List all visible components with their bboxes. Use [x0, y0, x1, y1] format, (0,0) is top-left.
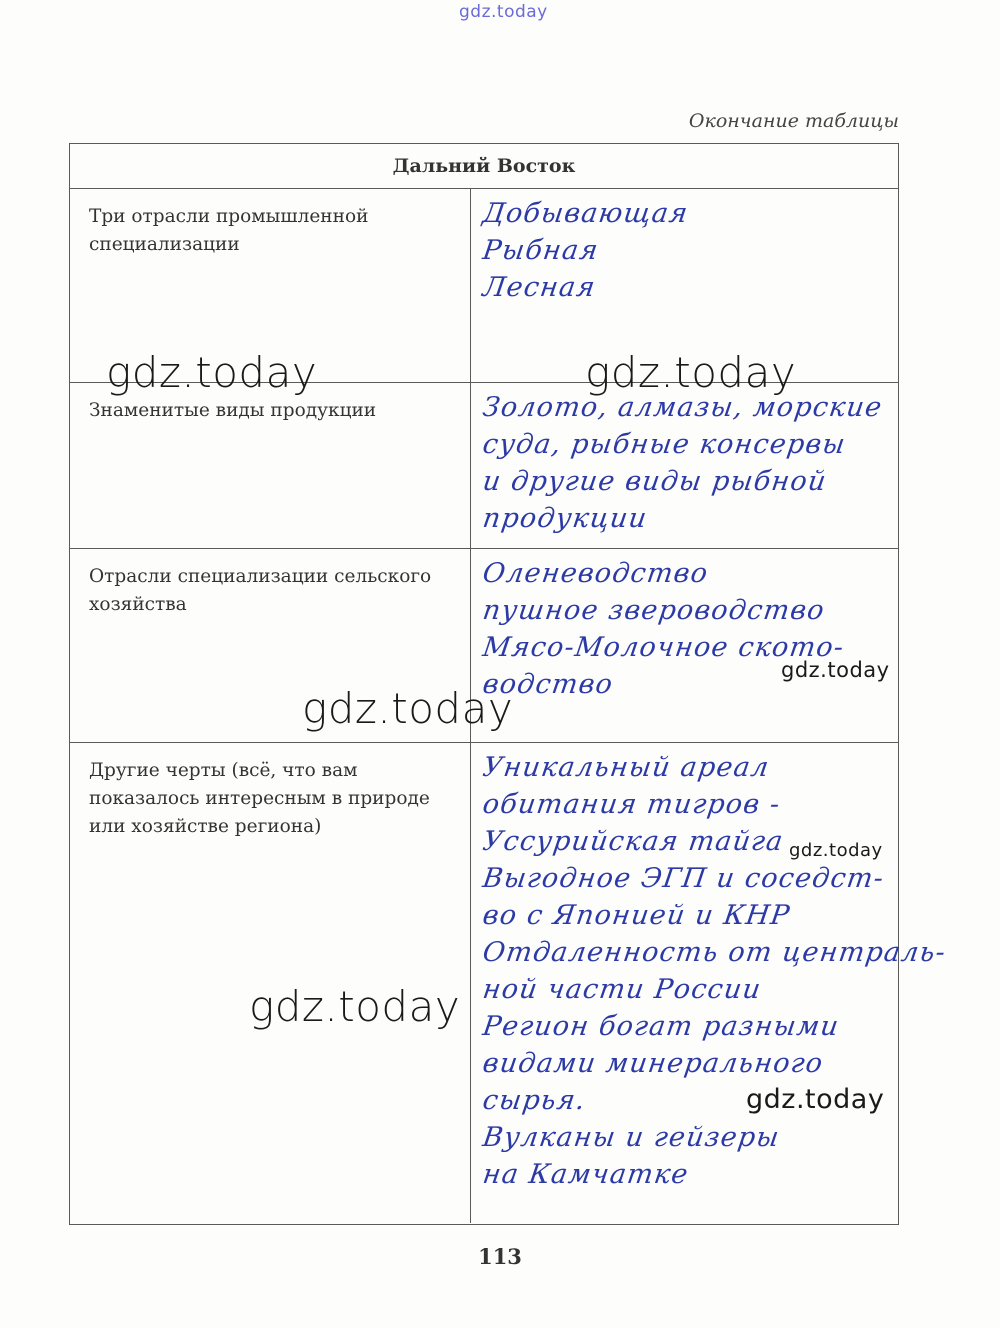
answer-line: видами минерального	[480, 1048, 826, 1079]
answer-line: пушное звероводство	[480, 595, 827, 626]
answer-line: Рыбная	[480, 235, 601, 266]
table-row	[70, 743, 949, 1223]
watermark: gdz.today	[106, 348, 318, 397]
row-label: Другие черты (всё, что вам показалось интересным в природе или хозяйстве региона)	[70, 743, 471, 1223]
answer-line: Мясо-Молочное ското-	[480, 632, 847, 663]
handwritten-answer	[471, 383, 898, 548]
answer-line: Добывающая	[480, 198, 691, 229]
answer-line: Вулканы и гейзеры	[480, 1122, 782, 1153]
table-continuation-caption: Окончание таблицы	[688, 110, 899, 132]
answer-line: во с Японией и КНР	[480, 900, 793, 931]
table-row	[70, 383, 898, 549]
row-label: Знаменитые виды продукции	[70, 383, 471, 548]
watermark: gdz.today	[585, 348, 797, 397]
answer-line: Лесная	[480, 272, 598, 303]
watermark-top: gdz.today	[459, 2, 548, 22]
answer-line: Отдаленность от централь-	[480, 937, 949, 968]
handwritten-answer	[471, 743, 949, 1223]
watermark: gdz.today	[302, 684, 514, 733]
row-label: Три отрасли промышленной специализации	[70, 189, 471, 382]
watermark: gdz.today	[781, 658, 890, 682]
answer-line: на Камчатке	[480, 1159, 691, 1190]
answer-line: Золото, алмазы, морские	[480, 392, 885, 423]
watermark: gdz.today	[746, 1084, 885, 1115]
answer-line: обитания тигров -	[480, 789, 783, 820]
watermark: gdz.today	[249, 982, 461, 1031]
answer-line: сырья.	[480, 1085, 588, 1116]
answer-line: Оленеводство	[480, 558, 711, 589]
page-number: 113	[478, 1244, 522, 1269]
answer-line: и другие виды рыбной	[480, 466, 829, 497]
answer-line: суда, рыбные консервы	[480, 429, 848, 460]
answer-line: продукции	[480, 503, 650, 534]
answer-line: ной части России	[480, 974, 764, 1005]
table-header: Дальний Восток	[70, 144, 898, 189]
row-label: Отрасли специализации сельского хозяйства	[70, 549, 471, 742]
handwritten-answer	[471, 549, 898, 742]
answer-line: Регион богат разными	[480, 1011, 842, 1042]
answer-line: Выгодное ЭГП и соседст-	[480, 863, 887, 894]
answer-line: Уникальный ареал	[480, 752, 772, 783]
answer-line: Уссурийская тайга	[480, 826, 786, 857]
answer-line: водство	[480, 669, 616, 700]
watermark: gdz.today	[789, 840, 883, 861]
